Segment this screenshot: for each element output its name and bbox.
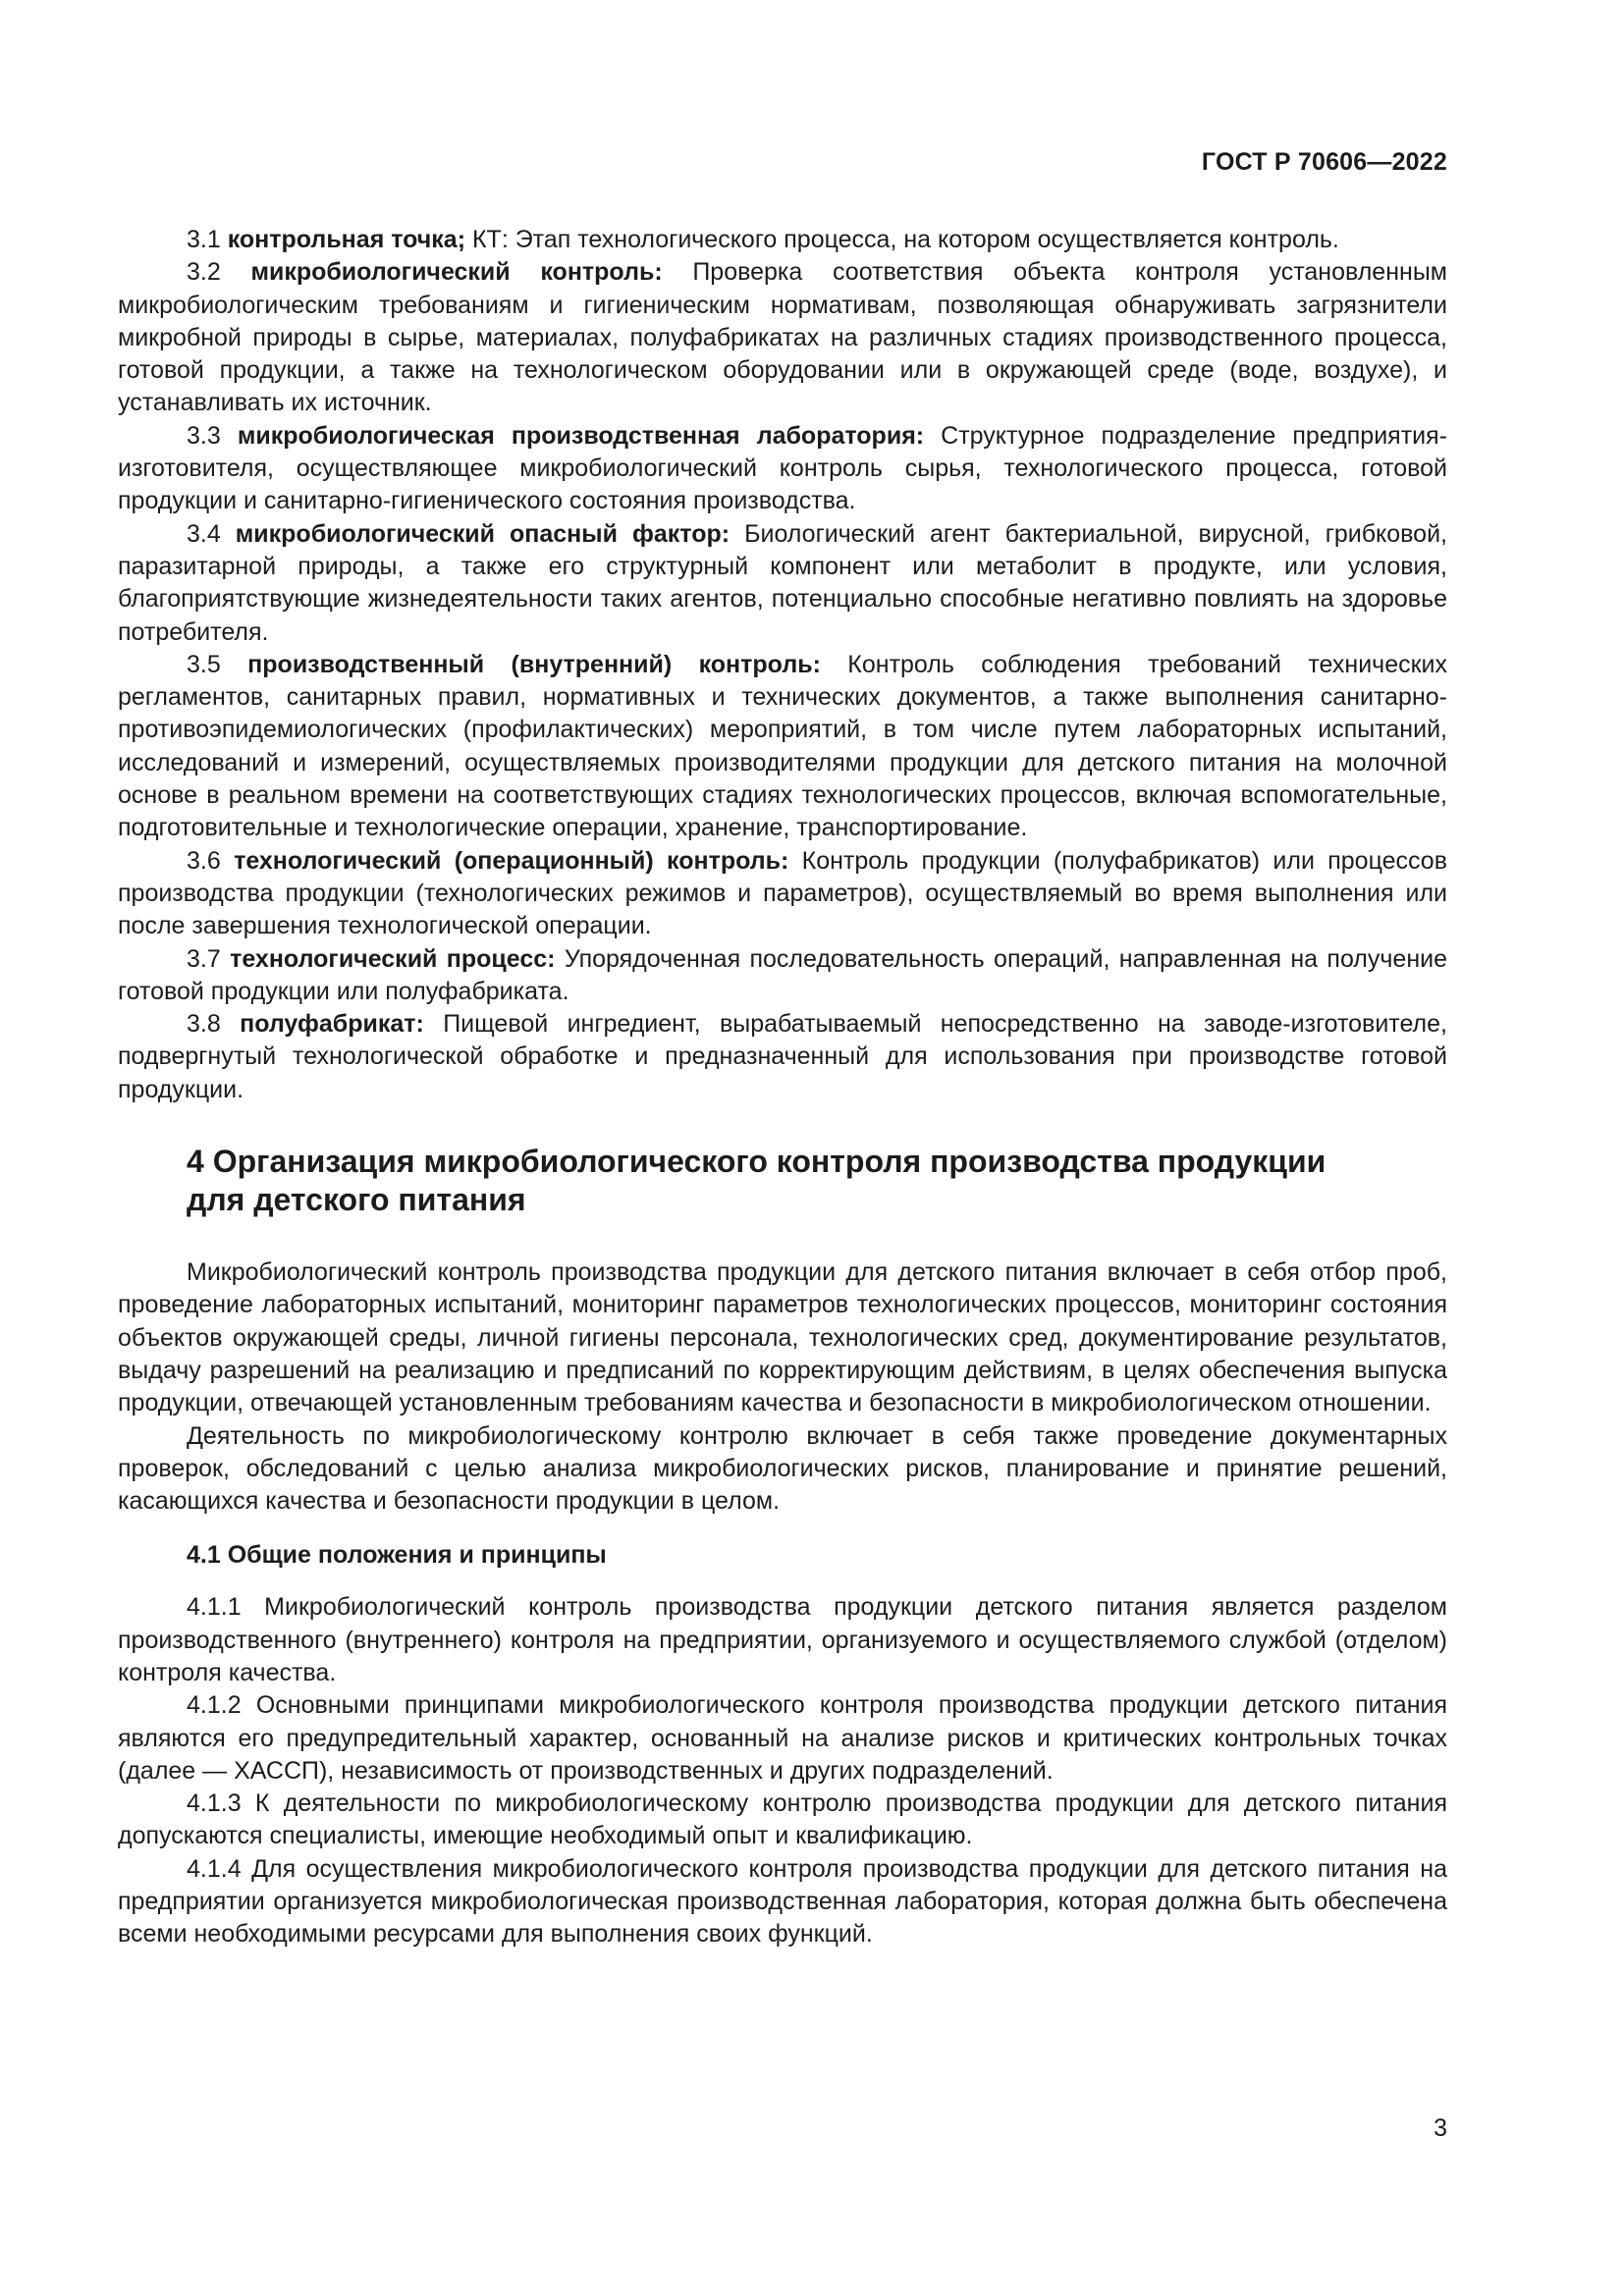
definition-term: микробиологический контроль:: [250, 258, 663, 287]
definition-term: производственный (внутренний) контроль:: [247, 650, 821, 678]
definition-number: 3.5: [187, 650, 221, 678]
definition-term: микробиологический опасный фактор:: [235, 519, 731, 548]
definition-text: Упорядоченная последовательность операций, направленная на получение готовой продукции или полуфабриката.: [118, 944, 1447, 1005]
definition-3-4: [118, 518, 1447, 649]
definition-text: Контроль продукции (полуфабрикатов) или процессов производства продукции (технологических режимов и параметров), осуществляемый во время выполнения или после завершения технологической операции.: [118, 846, 1447, 940]
section-4-heading-line: для детского питания: [187, 1182, 526, 1218]
section-4-1-heading: 4.1 Общие положения и принципы: [187, 1541, 607, 1570]
clause-4-1-4: 4.1.4 Для осуществления микробиологического контроля производства продукции для детского питания на предприятии организуется микробиологическая производственная лаборатория, которая должна быть обеспечена всеми необходимыми ресурсами для выполнения своих функций.: [118, 1854, 1447, 1949]
definition-term: технологический (операционный) контроль:: [234, 846, 789, 875]
definition-number: 3.1: [187, 226, 221, 253]
definition-3-2: [118, 256, 1447, 419]
definition-term: технологический процесс:: [230, 944, 556, 973]
definition-number: 3.2: [187, 258, 221, 287]
clause-4-1-1: 4.1.1 Микробиологический контроль производства продукции детского питания является разделом производственного (внутреннего) контроля на предприятии, организуемого и осуществляемого службой (отделом) контроля качества.: [118, 1593, 1447, 1686]
document-code: ГОСТ Р 70606—2022: [1201, 148, 1447, 176]
page-content: [118, 224, 1447, 1951]
section-4-paragraph: Деятельность по микробиологическому контролю включает в себя также проведение документарных проверок, обследований с целью анализа микробиологических рисков, планирование и принятие решений, касающихся качества и безопасности продукции в целом.: [118, 1421, 1447, 1516]
section-4-heading: [118, 1143, 1447, 1219]
definition-3-8: [118, 1008, 1447, 1106]
section-4-paragraph: Микробиологический контроль производства продукции для детского питания включает в себя отбор проб, проведение лабораторных испытаний, мониторинг параметров технологических процессов, мониторинг состояния объектов окружающей среды, личной гигиены персонала, технологических сред, документирование результатов, выдачу разрешений на реализацию и предписаний по корректирующим действиям, в целях обеспечения выпуска продукции, отвечающей установленным требованиям качества и безопасности в микробиологическом отношении.: [118, 1258, 1447, 1417]
definition-term: полуфабрикат:: [240, 1010, 424, 1039]
definition-text: Структурное подразделение предприятия-изготовителя, осуществляющее микробиологический контроль сырья, технологического процесса, готовой продукции и санитарно-гигиенического состояния производства.: [118, 421, 1447, 515]
section-4-heading-line: 4 Организация микробиологического контроля производства продукции: [187, 1144, 1326, 1180]
definition-text: КТ: Этап технологического процесса, на котором осуществляется контроль.: [465, 226, 1339, 253]
definition-number: 3.6: [187, 846, 221, 875]
clause-4-1-2: 4.1.2 Основными принципами микробиологического контроля производства продукции детского питания являются его предупредительный характер, основанный на анализе рисков и критических контрольных точках (далее — ХАССП), независимость от производственных и других подразделений.: [118, 1691, 1447, 1785]
definition-text: Контроль соблюдения требований технических регламентов, санитарных правил, нормативных и технических документов, а также выполнения санитарно-противоэпидемиологических (профилактических) мероприятий, в том числе путем лабораторных испытаний, исследований и измерений, осуществляемых производителями продукции для детского питания на молочной основе в реальном времени на соответствующих стадиях технологических процессов, включая вспомогательные, подготовительные и технологические операции, хранение, транспортирование.: [118, 650, 1448, 842]
definition-3-5: [118, 649, 1447, 845]
definition-number: 3.3: [187, 421, 221, 450]
clause-4-1-3: 4.1.3 К деятельности по микробиологическому контролю производства продукции для детского питания допускаются специалисты, имеющие необходимый опыт и квалификацию.: [118, 1789, 1447, 1850]
definition-number: 3.7: [187, 944, 221, 973]
definition-text: Пищевой ингредиент, вырабатываемый непосредственно на заводе-изготовителе, подвергнутый технологической обработке и предназначенный для использования при производстве готовой продукции.: [118, 1010, 1447, 1103]
definition-term: микробиологическая производственная лаборатория:: [237, 421, 925, 450]
definition-3-7: [118, 943, 1447, 1009]
definition-3-1: [118, 224, 1447, 256]
definition-term: контрольная точка;: [227, 226, 466, 253]
definition-3-6: [118, 845, 1447, 943]
definition-3-3: [118, 420, 1447, 518]
definition-number: 3.4: [187, 519, 221, 548]
page-number: 3: [1434, 2114, 1447, 2142]
definition-text: Биологический агент бактериальной, вирусной, грибковой, паразитарной природы, а также его структурный компонент или метаболит в продукте, или условия, благоприятствующие жизнедеятельности таких агентов, потенциально способные негативно повлиять на здоровье потребителя.: [118, 519, 1447, 646]
definition-number: 3.8: [187, 1010, 221, 1039]
definition-text: Проверка соответствия объекта контроля установленным микробиологическим требованиям и гигиеническим нормативам, позволяющая обнаруживать загрязнители микробной природы в сырье, материалах, полуфабрикатах на различных стадиях производственного процесса, готовой продукции, а также на технологическом оборудовании или в окружающей среде (воде, воздухе), и устанавливать их источник.: [118, 258, 1447, 417]
